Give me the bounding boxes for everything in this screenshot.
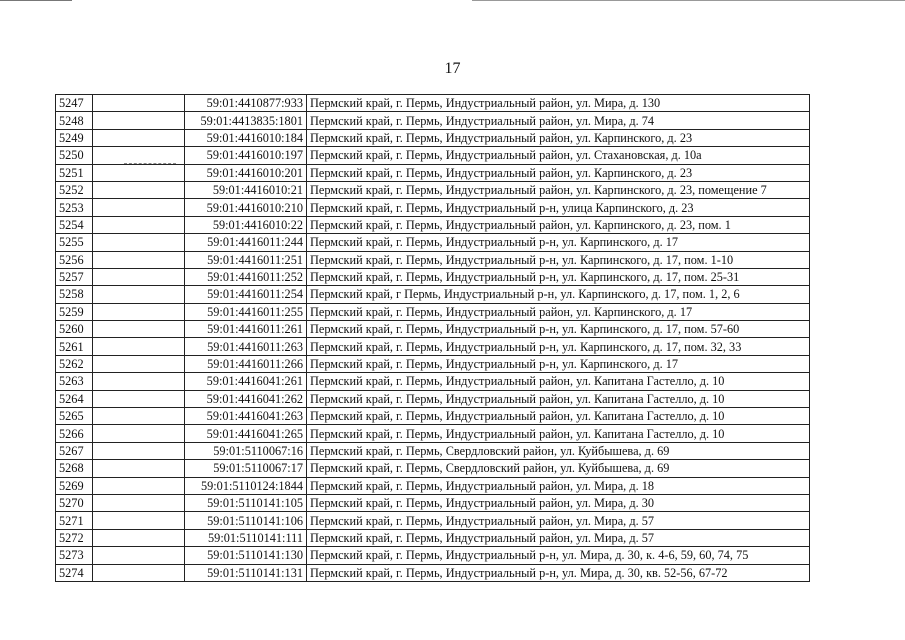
table-row (56, 512, 810, 529)
empty-cell (93, 303, 185, 320)
empty-cell (93, 95, 185, 112)
row-number-cell: 5249 (56, 129, 93, 146)
cadastral-number-cell: 59:01:4416041:262 (185, 390, 307, 407)
address-cell: Пермский край, г. Пермь, Индустриальный район, ул. Мира, д. 130 (307, 95, 810, 112)
cadastral-number-cell: 59:01:4416011:261 (185, 321, 307, 338)
empty-cell (93, 442, 185, 459)
empty-cell (93, 112, 185, 129)
empty-cell (93, 408, 185, 425)
address-cell: Пермский край, г. Пермь, Индустриальный район, ул. Мира, д. 30 (307, 494, 810, 511)
row-number-cell: 5264 (56, 390, 93, 407)
cadastral-number-cell: 59:01:4416010:184 (185, 129, 307, 146)
table-row (56, 529, 810, 546)
row-number-cell: 5268 (56, 460, 93, 477)
cadastral-number-cell: 59:01:4416011:266 (185, 355, 307, 372)
empty-cell (93, 199, 185, 216)
empty-cell (93, 181, 185, 198)
row-number-cell: 5252 (56, 181, 93, 198)
row-number-cell: 5255 (56, 234, 93, 251)
address-cell: Пермский край, г. Пермь, Индустриальный р-н, ул. Карпинского, д. 17, пом. 57-60 (307, 321, 810, 338)
row-number-cell: 5253 (56, 199, 93, 216)
address-cell: Пермский край, г. Пермь, Индустриальный район, ул. Мира, д. 57 (307, 529, 810, 546)
table-row (56, 355, 810, 372)
cadastral-number-cell: 59:01:4416010:21 (185, 181, 307, 198)
table-row (56, 199, 810, 216)
empty-cell (93, 164, 185, 181)
registry-table-body (56, 95, 810, 582)
empty-cell (93, 390, 185, 407)
cadastral-number-cell: 59:01:4416011:244 (185, 234, 307, 251)
table-row (56, 129, 810, 146)
empty-cell (93, 268, 185, 285)
row-number-cell: 5273 (56, 547, 93, 564)
address-cell: Пермский край, г. Пермь, Индустриальный район, ул. Капитана Гастелло, д. 10 (307, 408, 810, 425)
table-row (56, 95, 810, 112)
empty-cell (93, 338, 185, 355)
address-cell: Пермский край, г. Пермь, Индустриальный р-н, ул. Мира, д. 30, к. 4-6, 59, 60, 74, 75 (307, 547, 810, 564)
address-cell: Пермский край, г. Пермь, Индустриальный р-н, ул. Карпинского, д. 17 (307, 234, 810, 251)
empty-cell (93, 477, 185, 494)
table-row (56, 112, 810, 129)
table-row (56, 321, 810, 338)
cadastral-number-cell: 59:01:4416011:263 (185, 338, 307, 355)
address-cell: Пермский край, г. Пермь, Индустриальный район, ул. Карпинского, д. 17 (307, 303, 810, 320)
address-cell: Пермский край, г. Пермь, Индустриальный р-н, ул. Мира, д. 30, кв. 52-56, 67-72 (307, 564, 810, 581)
row-number-cell: 5266 (56, 425, 93, 442)
empty-cell (93, 373, 185, 390)
cadastral-number-cell: 59:01:4416041:265 (185, 425, 307, 442)
address-cell: Пермский край, г. Пермь, Индустриальный р-н, ул. Карпинского, д. 17, пом. 1-10 (307, 251, 810, 268)
page-number: 17 (444, 60, 461, 77)
cadastral-number-cell: 59:01:5110141:130 (185, 547, 307, 564)
table-row (56, 338, 810, 355)
table-row (56, 442, 810, 459)
cadastral-number-cell: 59:01:4416010:197 (185, 147, 307, 164)
table-row (56, 216, 810, 233)
empty-cell (93, 321, 185, 338)
row-number-cell: 5256 (56, 251, 93, 268)
empty-cell (93, 512, 185, 529)
cadastral-number-cell: 59:01:5110124:1844 (185, 477, 307, 494)
row-number-cell: 5269 (56, 477, 93, 494)
empty-cell (93, 286, 185, 303)
address-cell: Пермский край, г. Пермь, Индустриальный район, ул. Капитана Гастелло, д. 10 (307, 425, 810, 442)
row-number-cell: 5258 (56, 286, 93, 303)
row-number-cell: 5260 (56, 321, 93, 338)
address-cell: Пермский край, г. Пермь, Индустриальный район, ул. Стахановская, д. 10а (307, 147, 810, 164)
address-cell: Пермский край, г Пермь, Индустриальный р-н, ул. Карпинского, д. 17, пом. 1, 2, 6 (307, 286, 810, 303)
empty-cell (93, 529, 185, 546)
address-cell: Пермский край, г. Пермь, Индустриальный район, ул. Мира, д. 57 (307, 512, 810, 529)
cadastral-number-cell: 59:01:4416010:201 (185, 164, 307, 181)
address-cell: Пермский край, г. Пермь, Индустриальный район, ул. Мира, д. 18 (307, 477, 810, 494)
table-row (56, 373, 810, 390)
empty-cell (93, 129, 185, 146)
table-row (56, 181, 810, 198)
table-row (56, 425, 810, 442)
row-number-cell: 5263 (56, 373, 93, 390)
cadastral-number-cell: 59:01:4416011:254 (185, 286, 307, 303)
address-cell: Пермский край, г. Пермь, Индустриальный район, ул. Мира, д. 74 (307, 112, 810, 129)
address-cell: Пермский край, г. Пермь, Индустриальный район, ул. Капитана Гастелло, д. 10 (307, 373, 810, 390)
cadastral-number-cell: 59:01:4413835:1801 (185, 112, 307, 129)
row-number-cell: 5267 (56, 442, 93, 459)
empty-cell (93, 547, 185, 564)
table-row (56, 547, 810, 564)
cadastral-number-cell: 59:01:4416011:255 (185, 303, 307, 320)
cadastral-number-cell: 59:01:4416011:252 (185, 268, 307, 285)
cadastral-number-cell: 59:01:4410877:933 (185, 95, 307, 112)
row-number-cell: 5272 (56, 529, 93, 546)
empty-cell (93, 564, 185, 581)
cadastral-number-cell: 59:01:5110141:106 (185, 512, 307, 529)
address-cell: Пермский край, г. Пермь, Свердловский район, ул. Куйбышева, д. 69 (307, 460, 810, 477)
cadastral-number-cell: 59:01:5110141:105 (185, 494, 307, 511)
empty-cell (93, 251, 185, 268)
cadastral-number-cell: 59:01:5110067:17 (185, 460, 307, 477)
cadastral-number-cell: 59:01:4416011:251 (185, 251, 307, 268)
row-number-cell: 5259 (56, 303, 93, 320)
cadastral-number-cell: 59:01:5110141:131 (185, 564, 307, 581)
address-cell: Пермский край, г. Пермь, Индустриальный р-н, ул. Карпинского, д. 17, пом. 32, 33 (307, 338, 810, 355)
table-row (56, 460, 810, 477)
table-row (56, 268, 810, 285)
empty-cell (93, 234, 185, 251)
table-row (56, 494, 810, 511)
address-cell: Пермский край, г. Пермь, Индустриальный район, ул. Капитана Гастелло, д. 10 (307, 390, 810, 407)
row-number-cell: 5248 (56, 112, 93, 129)
empty-cell (93, 355, 185, 372)
cadastral-number-cell: 59:01:4416041:263 (185, 408, 307, 425)
cadastral-number-cell: 59:01:4416041:261 (185, 373, 307, 390)
row-number-cell: 5254 (56, 216, 93, 233)
empty-cell (93, 216, 185, 233)
address-cell: Пермский край, г. Пермь, Индустриальный район, ул. Карпинского, д. 23, пом. 1 (307, 216, 810, 233)
empty-cell (93, 460, 185, 477)
table-row (56, 164, 810, 181)
row-number-cell: 5257 (56, 268, 93, 285)
address-cell: Пермский край, г. Пермь, Индустриальный р-н, улица Карпинского, д. 23 (307, 199, 810, 216)
table-row (56, 408, 810, 425)
table-row (56, 147, 810, 164)
address-cell: Пермский край, г. Пермь, Свердловский район, ул. Куйбышева, д. 69 (307, 442, 810, 459)
empty-cell (93, 147, 185, 164)
table-row (56, 303, 810, 320)
address-cell: Пермский край, г. Пермь, Индустриальный район, ул. Карпинского, д. 23 (307, 129, 810, 146)
property-registry-table (55, 94, 810, 582)
scan-edge-line-right (472, 0, 905, 1)
table-row (56, 251, 810, 268)
address-cell: Пермский край, г. Пермь, Индустриальный район, ул. Карпинского, д. 23, помещение 7 (307, 181, 810, 198)
cadastral-number-cell: 59:01:4416010:22 (185, 216, 307, 233)
row-number-cell: 5271 (56, 512, 93, 529)
row-number-cell: 5251 (56, 164, 93, 181)
row-number-cell: 5274 (56, 564, 93, 581)
cadastral-number-cell: 59:01:5110067:16 (185, 442, 307, 459)
table-row (56, 477, 810, 494)
cadastral-number-cell: 59:01:5110141:111 (185, 529, 307, 546)
row-number-cell: 5262 (56, 355, 93, 372)
empty-cell (93, 494, 185, 511)
row-number-cell: 5250 (56, 147, 93, 164)
empty-cell (93, 425, 185, 442)
row-number-cell: 5270 (56, 494, 93, 511)
table-row (56, 286, 810, 303)
address-cell: Пермский край, г. Пермь, Индустриальный р-н, ул. Карпинского, д. 17 (307, 355, 810, 372)
table-row (56, 564, 810, 581)
table-row (56, 234, 810, 251)
row-number-cell: 5261 (56, 338, 93, 355)
address-cell: Пермский край, г. Пермь, Индустриальный район, ул. Карпинского, д. 23 (307, 164, 810, 181)
row-number-cell: 5247 (56, 95, 93, 112)
table-row (56, 390, 810, 407)
row-number-cell: 5265 (56, 408, 93, 425)
scan-edge-line-left (0, 0, 72, 1)
address-cell: Пермский край, г. Пермь, Индустриальный р-н, ул. Карпинского, д. 17, пом. 25-31 (307, 268, 810, 285)
cadastral-number-cell: 59:01:4416010:210 (185, 199, 307, 216)
